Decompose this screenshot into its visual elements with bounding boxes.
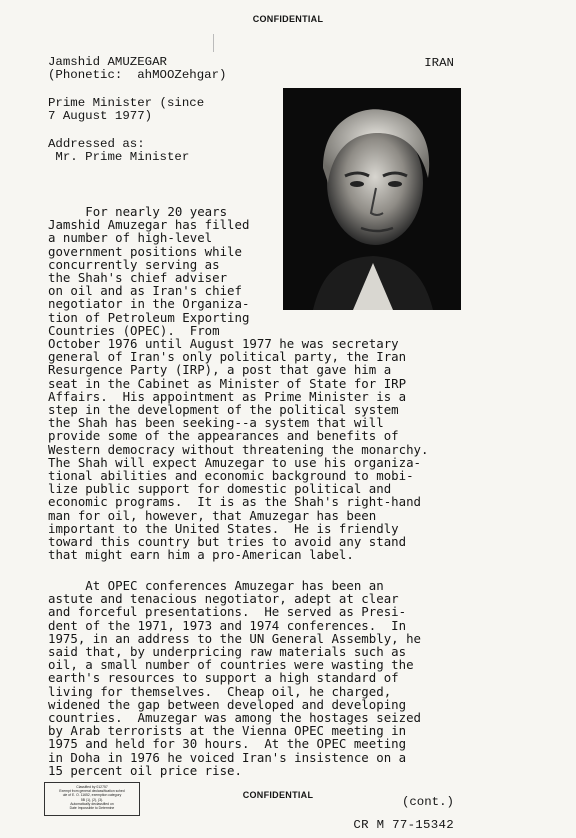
text-line: concurrently serving as xyxy=(48,256,220,272)
text-line: countries. Amuzegar was among the hostages seized xyxy=(48,710,421,726)
stamp-line: Date Impossible to Determine xyxy=(69,806,115,811)
text-line: by Arab terrorists at the Vienna OPEC meeting in xyxy=(48,723,407,739)
country-label: IRAN xyxy=(424,56,454,70)
text-line: provide some of the appearances and benefits of xyxy=(48,428,399,444)
stamp-line: Classified by 012757 xyxy=(76,785,108,789)
text-line: living for themselves. Cheap oil, he charged, xyxy=(48,683,392,699)
text-line: tion of Petroleum Exporting xyxy=(48,309,250,325)
text-line: Western democracy without threatening the monarchy. xyxy=(48,441,429,457)
subject-name: Jamshid AMUZEGAR xyxy=(48,55,167,69)
stamp-line: ule of E. O. 11652, exemption category xyxy=(62,793,122,798)
text-line: said that, by underpricing raw materials such as xyxy=(48,644,407,660)
text-line: At OPEC conferences Amuzegar has been an xyxy=(48,578,384,593)
text-line: negotiator in the Organiza- xyxy=(48,296,250,312)
text-line: For nearly 20 years xyxy=(48,204,228,219)
stamp-line: Automatically declassified on xyxy=(70,801,114,806)
title-line-2: 7 August 1977) xyxy=(48,109,153,123)
text-line: general of Iran's only political party, the Iran xyxy=(48,349,407,365)
text-line: a number of high-level xyxy=(48,230,213,246)
document-number: CR M 77-15342 xyxy=(353,818,454,832)
text-line: economic programs. It is as the Shah's right-hand xyxy=(48,494,421,510)
paragraph-2 xyxy=(48,579,421,777)
subject-phonetic: (Phonetic: ahMOOZehgar) xyxy=(48,68,227,82)
text-line: man for oil, however, that Amuzegar has been xyxy=(48,507,377,523)
text-line: Resurgence Party (IRP), a post that gave him a xyxy=(48,362,392,378)
text-line: 1975, in an address to the UN General Assembly, he xyxy=(48,630,421,646)
text-line: Countries (OPEC). From xyxy=(48,322,220,338)
classification-top: CONFIDENTIAL xyxy=(252,14,324,24)
stamp-line: Exempt from general declassification sched xyxy=(59,789,125,794)
text-line: dent of the 1971, 1973 and 1974 conferences. In xyxy=(48,617,407,633)
portrait-photo xyxy=(283,88,461,310)
title-line-1: Prime Minister (since xyxy=(48,96,205,110)
continued-label: (cont.) xyxy=(401,795,454,809)
text-line: widened the gap between developed and developing xyxy=(48,696,407,712)
text-line: that might earn him a pro-American label. xyxy=(48,547,354,563)
text-line: government positions while xyxy=(48,243,242,259)
text-line: step in the development of the political system xyxy=(48,402,399,418)
portrait-image xyxy=(283,88,461,310)
text-line: 15 percent oil price rise. xyxy=(48,762,242,778)
text-line: October 1976 until August 1977 he was secretary xyxy=(48,336,399,351)
text-line: the Shah's chief adviser xyxy=(48,270,228,286)
text-line: and forceful presentations. He served as Presi- xyxy=(48,604,407,620)
text-line: toward this country but tries to avoid any stand xyxy=(48,534,407,550)
classification-bottom: CONFIDENTIAL xyxy=(242,790,314,800)
text-line: important to the United States. He is friendly xyxy=(48,520,399,536)
text-line: astute and tenacious negotiator, adept at clear xyxy=(48,591,399,607)
stamp-line: 5B (1), (2), (3). xyxy=(80,797,104,802)
text-line: Affairs. His appointment as Prime Minister is a xyxy=(48,388,407,404)
text-line: lize public support for domestic political and xyxy=(48,481,392,497)
text-line: Jamshid Amuzegar has filled xyxy=(48,217,250,233)
text-line: oil, a small number of countries were wasting the xyxy=(48,657,414,673)
addressed-value: Mr. Prime Minister xyxy=(48,150,190,164)
paragraph-1-wide xyxy=(48,337,428,561)
text-line: The Shah will expect Amuzegar to use his organiza- xyxy=(48,454,421,470)
text-line: 1975 and held for 30 hours. At the OPEC meeting xyxy=(48,736,407,752)
margin-mark xyxy=(213,34,214,52)
paragraph-1-narrow xyxy=(48,205,249,337)
text-line: the Shah has been seeking--a system that will xyxy=(48,415,384,431)
text-line: on oil and as Iran's chief xyxy=(48,283,242,299)
addressed-label: Addressed as: xyxy=(48,137,145,151)
text-line: earth's resources to support a high standard of xyxy=(48,670,399,686)
text-line: seat in the Cabinet as Minister of State for IRP xyxy=(48,375,407,391)
text-line: tional abilities and economic background to mobi- xyxy=(48,468,414,484)
text-line: in Doha in 1976 he voiced Iran's insistence on a xyxy=(48,749,407,765)
